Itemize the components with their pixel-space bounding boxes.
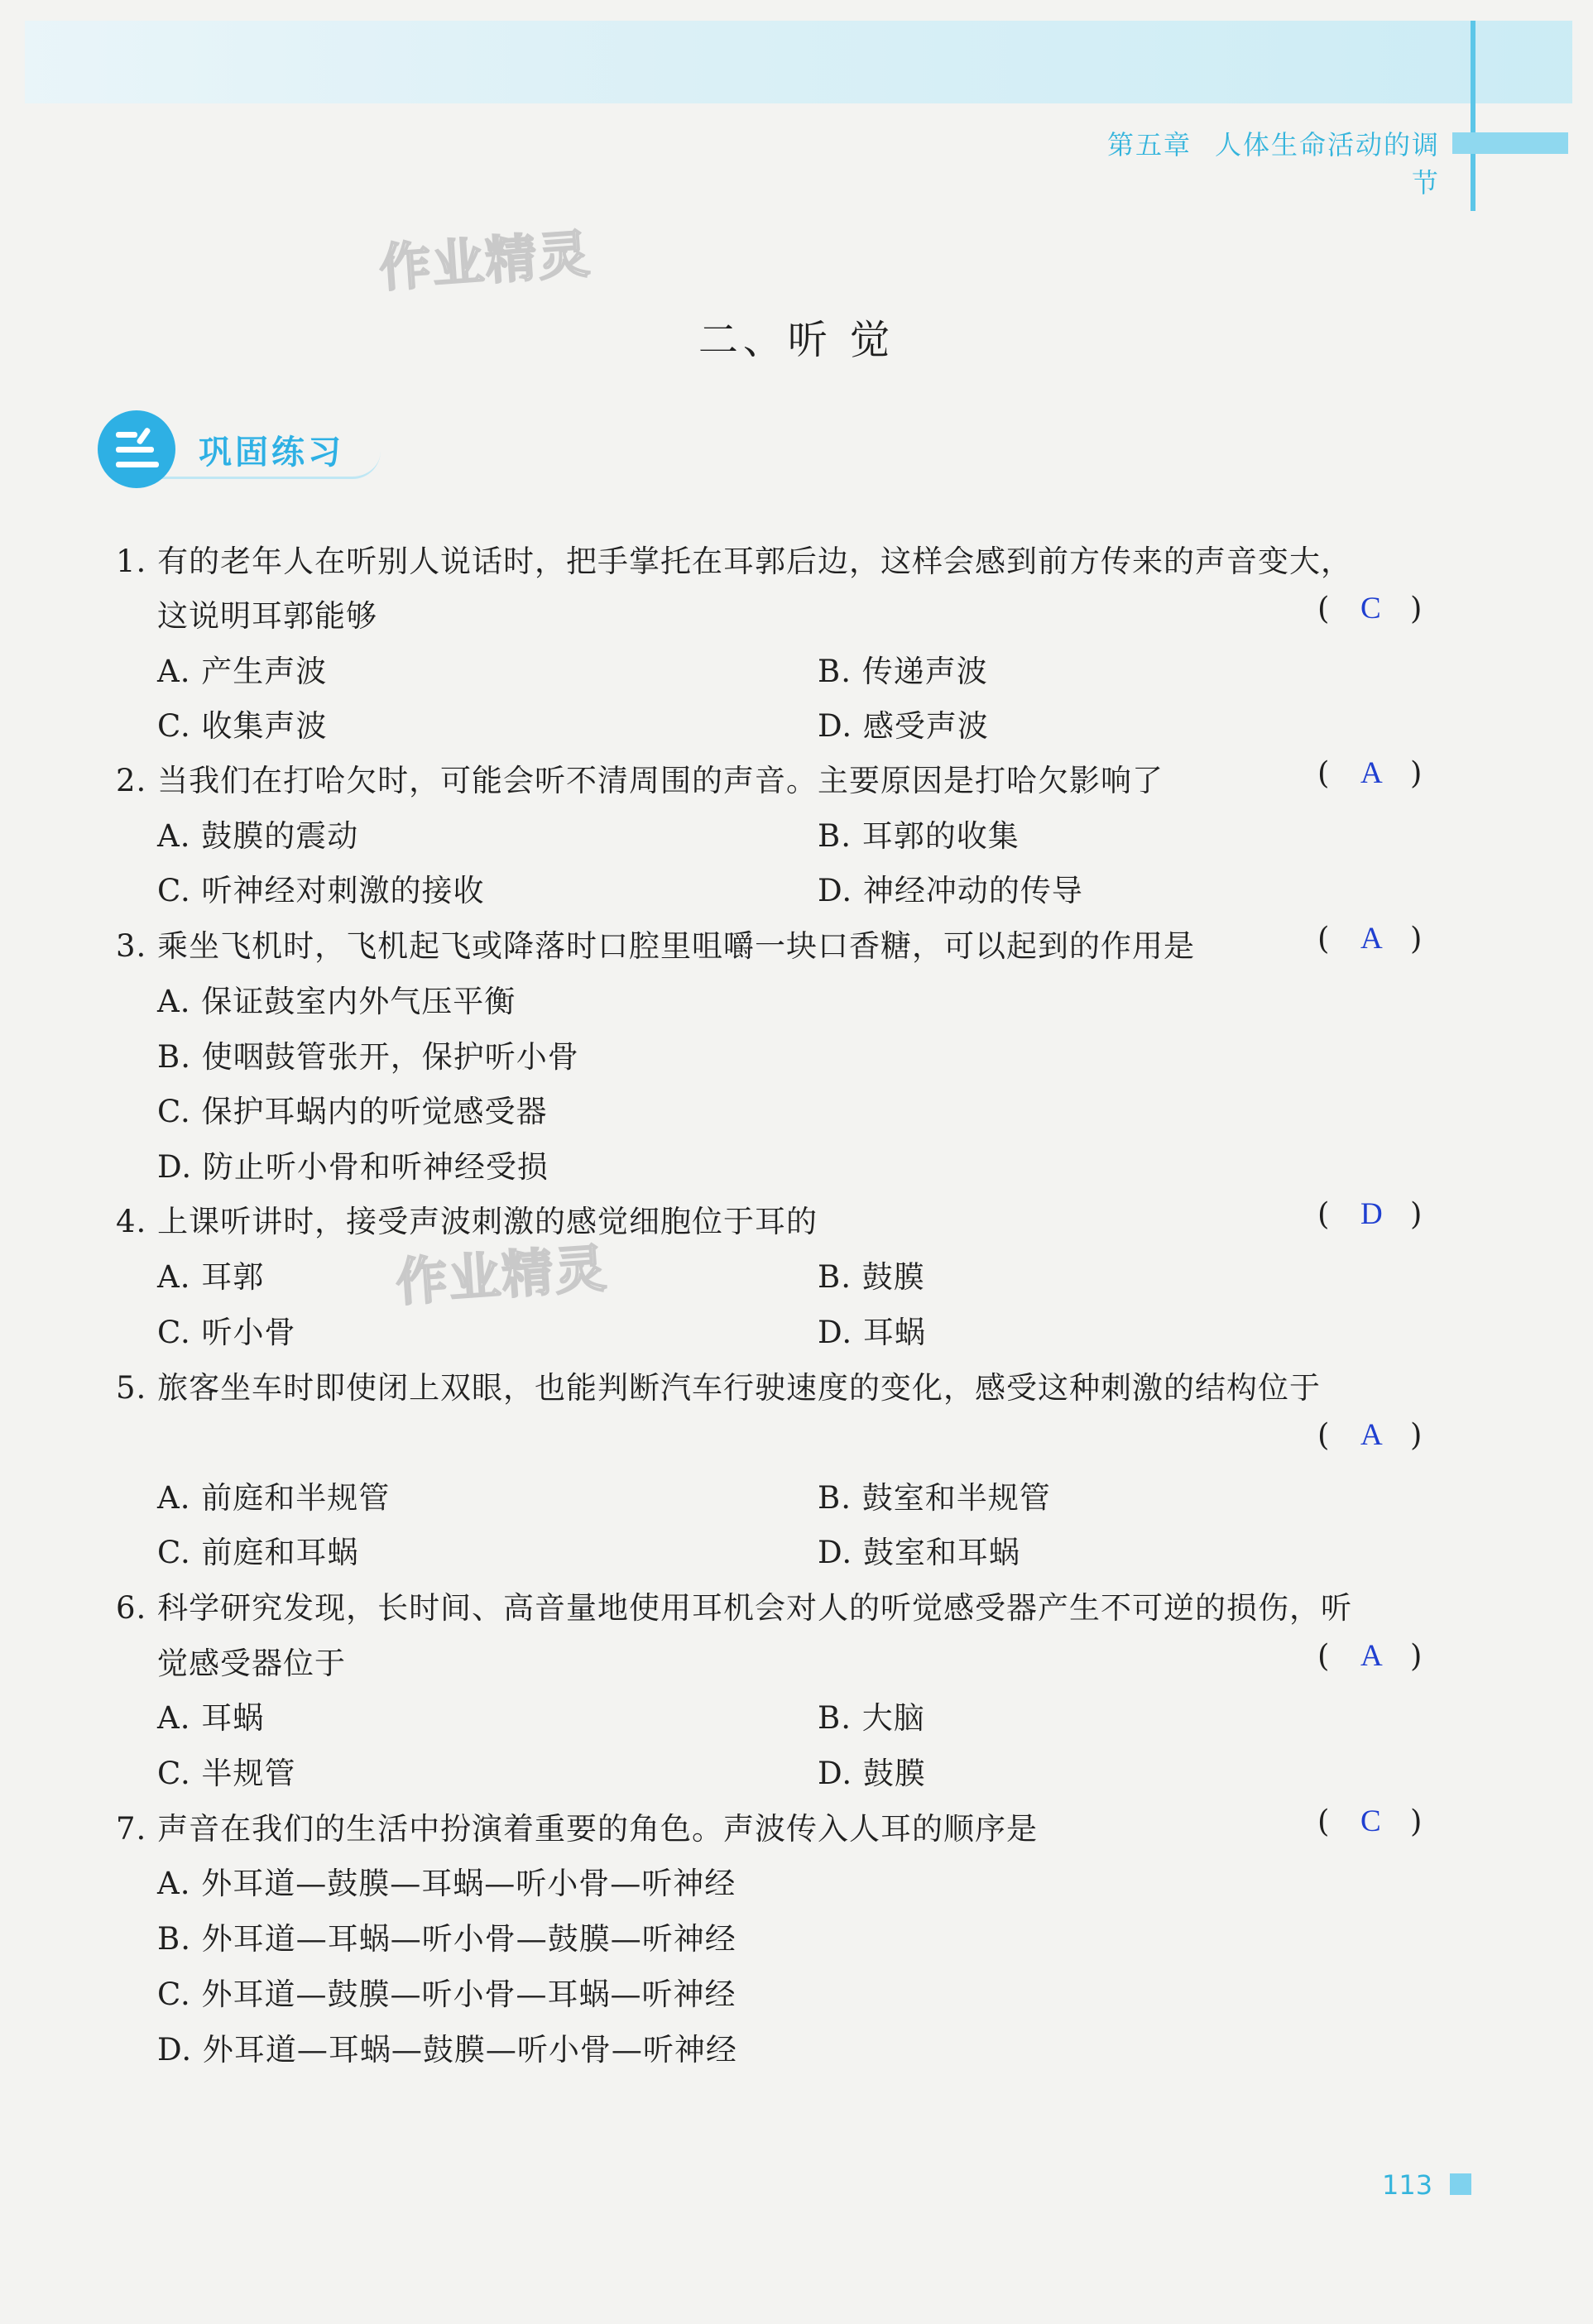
answer-letter: A <box>1360 922 1383 956</box>
answer-letter: C <box>1360 1804 1381 1838</box>
watermark: 作业精灵 <box>377 223 593 299</box>
answer-option: A. 产生声波 <box>157 654 328 689</box>
question-stem: 5. 旅客坐车时即使闭上双眼，也能判断汽车行驶速度的变化，感受这种刺激的结构位于 <box>116 1370 1322 1406</box>
question-stem: 3. 乘坐飞机时，飞机起飞或降落时口腔里咀嚼一块口香糖，可以起到的作用是 <box>116 928 1196 964</box>
answer-option: A. 耳蜗 <box>157 1700 265 1736</box>
answer-option: B. 大脑 <box>818 1700 925 1736</box>
question-stem: 7. 声音在我们的生活中扮演着重要的角色。声波传入人耳的顺序是 <box>116 1811 1039 1847</box>
answer-option: B. 使咽鼓管张开，保护听小骨 <box>157 1039 579 1075</box>
right-paren: ) <box>1410 921 1423 956</box>
answer-option: D. 外耳道—耳蜗—鼓膜—听小骨—听神经 <box>157 2032 737 2068</box>
answer-option: C. 前庭和耳蜗 <box>157 1535 359 1570</box>
answer-option: D. 耳蜗 <box>818 1315 926 1350</box>
right-paren: ) <box>1410 1638 1423 1674</box>
right-paren: ) <box>1410 1196 1423 1232</box>
question-stem: 1. 有的老年人在听别人说话时，把手掌托在耳郭后边，这样会感到前方传来的声音变大， <box>116 544 1353 579</box>
question-stem: 4. 上课听讲时，接受声波刺激的感觉细胞位于耳的 <box>116 1204 818 1239</box>
header-accent-bar <box>1452 132 1568 154</box>
right-paren: ) <box>1410 755 1423 791</box>
right-paren: ) <box>1410 1417 1423 1453</box>
left-paren: ( <box>1317 1196 1330 1232</box>
left-paren: ( <box>1317 1638 1330 1674</box>
answer-option: A. 前庭和半规管 <box>157 1480 391 1516</box>
answer-option: D. 鼓膜 <box>818 1756 926 1791</box>
answer-option: A. 保证鼓室内外气压平衡 <box>157 984 516 1019</box>
answer-option: D. 鼓室和耳蜗 <box>818 1535 1020 1570</box>
left-paren: ( <box>1317 1417 1330 1453</box>
answer-letter: A <box>1360 1639 1383 1673</box>
answer-letter: D <box>1360 1197 1383 1231</box>
right-paren: ) <box>1410 1804 1423 1839</box>
answer-option: A. 外耳道—鼓膜—耳蜗—听小骨—听神经 <box>157 1866 737 1901</box>
header-band <box>25 21 1572 103</box>
right-paren: ) <box>1410 591 1423 626</box>
answer-option: A. 耳郭 <box>157 1259 265 1295</box>
answer-letter: A <box>1360 1418 1383 1452</box>
answer-option: B. 鼓室和半规管 <box>818 1480 1051 1516</box>
answer-option: C. 半规管 <box>157 1756 296 1791</box>
exercise-icon <box>98 410 175 488</box>
page-number: 113 <box>1382 2169 1433 2201</box>
left-paren: ( <box>1317 1804 1330 1839</box>
left-paren: ( <box>1317 755 1330 791</box>
answer-option: B. 耳郭的收集 <box>818 818 1020 854</box>
left-paren: ( <box>1317 591 1330 626</box>
answer-option: B. 鼓膜 <box>818 1259 925 1295</box>
header-divider <box>1471 21 1475 211</box>
answer-option: C. 保护耳蜗内的听觉感受器 <box>157 1094 548 1129</box>
answer-option: B. 外耳道—耳蜗—听小骨—鼓膜—听神经 <box>157 1921 737 1957</box>
answer-option: D. 防止听小骨和听神经受损 <box>157 1149 549 1185</box>
section-label: 巩固练习 <box>199 434 344 472</box>
left-paren: ( <box>1317 921 1330 956</box>
answer-option: C. 听小骨 <box>157 1315 296 1350</box>
answer-option: B. 传递声波 <box>818 654 988 689</box>
page-title: 二、听 觉 <box>698 317 895 363</box>
question-stem: 觉感受器位于 <box>157 1646 346 1681</box>
answer-option: D. 感受声波 <box>818 708 989 744</box>
answer-letter: A <box>1360 756 1383 790</box>
question-stem: 这说明耳郭能够 <box>157 598 377 634</box>
chapter-title: 人体生命活动的调节 <box>1214 129 1440 199</box>
running-header <box>1076 124 1440 200</box>
watermark: 作业精灵 <box>394 1238 610 1313</box>
answer-letter: C <box>1360 592 1381 625</box>
answer-option: C. 收集声波 <box>157 708 328 744</box>
answer-option: A. 鼓膜的震动 <box>157 818 359 854</box>
question-stem: 6. 科学研究发现，长时间、高音量地使用耳机会对人的听觉感受器产生不可逆的损伤，听 <box>116 1590 1353 1626</box>
chapter-number: 第五章 <box>1106 129 1192 161</box>
answer-option: C. 听神经对刺激的接收 <box>157 873 485 908</box>
page-number-marker <box>1450 2173 1471 2195</box>
question-stem: 2. 当我们在打哈欠时，可能会听不清周围的声音。主要原因是打哈欠影响了 <box>116 763 1164 798</box>
answer-option: D. 神经冲动的传导 <box>818 873 1083 908</box>
answer-option: C. 外耳道—鼓膜—听小骨—耳蜗—听神经 <box>157 1977 737 2012</box>
